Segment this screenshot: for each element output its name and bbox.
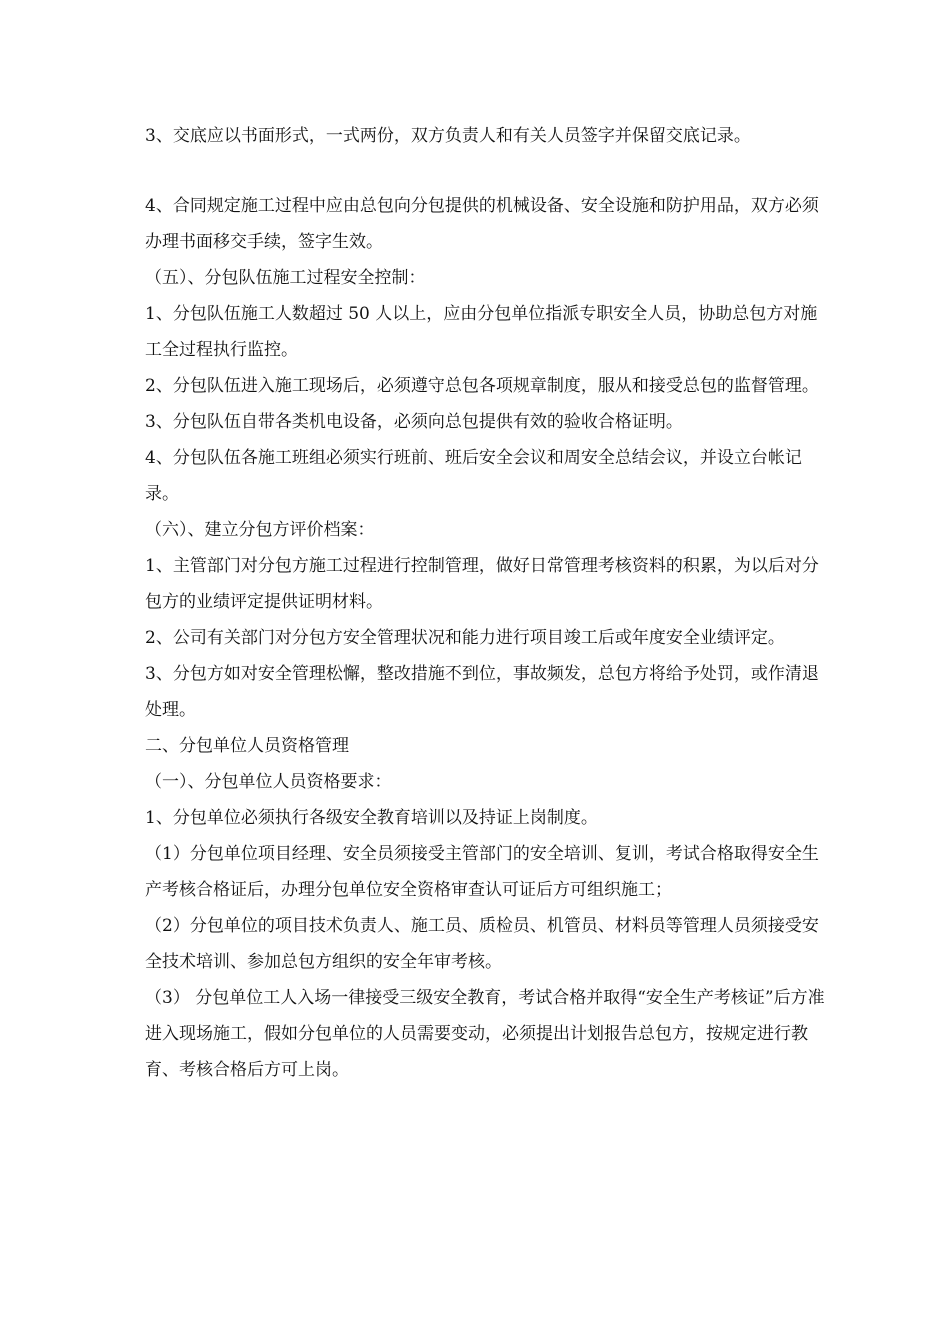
paragraph-manager-training: （1）分包单位项目经理、安全员须接受主管部门的安全培训、复训，考试合格取得安全生产考核合格证后，办理分包单位安全资格审查认可证后方可组织施工； — [145, 844, 819, 900]
chapter-heading-2: 二、分包单位人员资格管理 — [145, 736, 349, 756]
paragraph-handover-record: 3、交底应以书面形式，一式两份，双方负责人和有关人员签字并保留交底记录。 — [145, 126, 751, 146]
paragraph-technical-staff-training: （2）分包单位的项目技术负责人、施工员、质检员、机管员、材料员等管理人员须接受安全技术培训、参加总包方组织的安全年审考核。 — [145, 916, 819, 972]
paragraph-safety-staff: 1、分包队伍施工人数超过 50 人以上，应由分包单位指派专职安全人员，协助总包方对施工全过程执行监控。 — [145, 304, 818, 360]
paragraph-penalty: 3、分包方如对安全管理松懈，整改措施不到位，事故频发，总包方将给予处罚，或作清退处理。 — [145, 664, 819, 720]
paragraph-safety-meetings: 4、分包队伍各施工班组必须实行班前、班后安全会议和周安全总结会议，并设立台帐记录。 — [145, 448, 802, 504]
section-heading-6: （六）、建立分包方评价档案： — [145, 520, 375, 540]
section-heading-1: （一）、分包单位人员资格要求： — [145, 772, 392, 792]
paragraph-spacer — [145, 154, 825, 188]
paragraph-worker-education: （3） 分包单位工人入场一律接受三级安全教育，考试合格并取得“安全生产考核证”后方准进入现场施工，假如分包单位的人员需要变动，必须提出计划报告总包方，按规定进行教育、考核合格后方可上岗。 — [145, 988, 825, 1080]
paragraph-control-management: 1、主管部门对分包方施工过程进行控制管理，做好日常管理考核资料的积累，为以后对分包方的业绩评定提供证明材料。 — [145, 556, 819, 612]
paragraph-training-certification: 1、分包单位必须执行各级安全教育培训以及持证上岗制度。 — [145, 808, 598, 828]
paragraph-equipment-transfer: 4、合同规定施工过程中应由总包向分包提供的机械设备、安全设施和防护用品，双方必须办理书面移交手续，签字生效。 — [145, 196, 819, 252]
document-body — [145, 118, 825, 1088]
paragraph-performance-evaluation: 2、公司有关部门对分包方安全管理状况和能力进行项目竣工后或年度安全业绩评定。 — [145, 628, 785, 648]
paragraph-site-rules: 2、分包队伍进入施工现场后，必须遵守总包各项规章制度，服从和接受总包的监督管理。 — [145, 376, 819, 396]
paragraph-equipment-certificate: 3、分包队伍自带各类机电设备，必须向总包提供有效的验收合格证明。 — [145, 412, 683, 432]
section-heading-5: （五）、分包队伍施工过程安全控制： — [145, 268, 426, 288]
